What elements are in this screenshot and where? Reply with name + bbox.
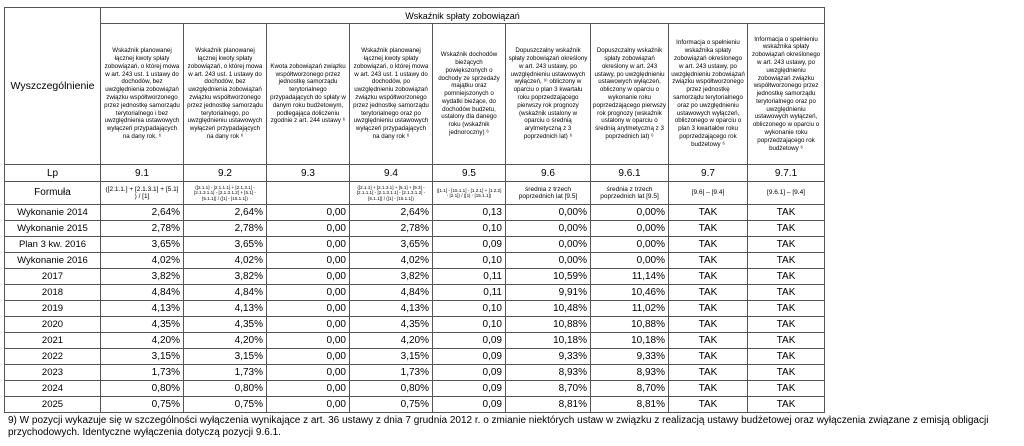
row-label: Wykonanie 2014 xyxy=(5,205,101,221)
table-cell: 10,46% xyxy=(591,285,669,301)
row-label: 2020 xyxy=(5,317,101,333)
table-row xyxy=(5,221,825,237)
formula-cell: ([2.1.1.] + [2.1.3.1] + [5.1] ) / [1] xyxy=(101,182,184,205)
lp-row xyxy=(5,165,825,182)
column-description: Dopuszczalny wskaźnik spłaty zobowiązań określony w art. 243 ustawy, po uwzględnieniu ustawowych wyłączeń, obliczony w oparciu o wykonanie roku poprzedzającego pierwszy rok prognozy (wskaźnik ustalony w oparciu o średnią arytmetyczną z 3 poprzednich lat) ⁶ xyxy=(591,24,669,165)
table-cell: 4,02% xyxy=(101,253,184,269)
row-label: 2017 xyxy=(5,269,101,285)
table-cell: TAK xyxy=(669,269,748,285)
formula-cell: średnia z trzech poprzednich lat [9.5] xyxy=(591,182,669,205)
table-cell: 4,20% xyxy=(184,333,267,349)
table-row xyxy=(5,349,825,365)
table-cell: 0,09 xyxy=(433,237,506,253)
table-cell: 10,48% xyxy=(506,301,591,317)
table-cell: TAK xyxy=(748,237,825,253)
table-cell: 8,81% xyxy=(506,397,591,413)
table-cell: 1,73% xyxy=(184,365,267,381)
table-cell: 0,75% xyxy=(350,397,433,413)
lp-cell: 9.2 xyxy=(184,165,267,182)
table-cell: 8,93% xyxy=(506,365,591,381)
table-cell: 4,20% xyxy=(101,333,184,349)
row-label: Wykonanie 2016 xyxy=(5,253,101,269)
row-label: 2023 xyxy=(5,365,101,381)
table-cell: 3,15% xyxy=(350,349,433,365)
table-cell: TAK xyxy=(669,397,748,413)
table-cell: TAK xyxy=(669,317,748,333)
debt-ratio-table xyxy=(4,7,825,413)
table-cell: 0,00 xyxy=(267,285,350,301)
table-row xyxy=(5,301,825,317)
lp-cell: 9.1 xyxy=(101,165,184,182)
table-cell: 0,75% xyxy=(184,397,267,413)
table-cell: TAK xyxy=(748,285,825,301)
column-description: Informacja o spełnieniu wskaźnika spłaty zobowiązań określonego w art. 243 ustawy, po uwzględnieniu zobowiązań związku współtworzonego przez jednostkę samorządu terytorialnego oraz po uwzględnieniu ustawowych wyłączeń, obliczonego w oparciu o wykonanie roku poprzedzającego rok budżetowy ⁶ xyxy=(748,24,825,165)
column-description: Dopuszczalny wskaźnik spłaty zobowiązań określony w art. 243 ustawy, po uwzględnieniu ustawowych wyłączeń, ⁹⁾ obliczony w oparciu o plan 3 kwartału roku poprzedzającego pierwszy rok prognozy (wskaźnik ustalony w oparciu o średnią arytmetyczną z 3 poprzednich lat) ⁶ xyxy=(506,24,591,165)
table-cell: 8,70% xyxy=(591,381,669,397)
table-cell: 0,00 xyxy=(267,205,350,221)
table-cell: 0,00% xyxy=(591,237,669,253)
table-cell: TAK xyxy=(669,205,748,221)
table-cell: 0,75% xyxy=(101,397,184,413)
table-cell: 2,78% xyxy=(350,221,433,237)
table-cell: 0,11 xyxy=(433,269,506,285)
table-cell: 2,64% xyxy=(101,205,184,221)
table-cell: TAK xyxy=(748,365,825,381)
table-cell: 0,09 xyxy=(433,349,506,365)
table-cell: 3,82% xyxy=(101,269,184,285)
table-cell: 8,93% xyxy=(591,365,669,381)
table-cell: 8,70% xyxy=(506,381,591,397)
formula-row xyxy=(5,182,825,205)
table-cell: 0,80% xyxy=(350,381,433,397)
table-cell: 8,81% xyxy=(591,397,669,413)
table-cell: 0,10 xyxy=(433,221,506,237)
table-cell: 0,13 xyxy=(433,205,506,221)
formula-cell xyxy=(267,182,350,205)
table-cell: TAK xyxy=(748,205,825,221)
table-cell: TAK xyxy=(748,381,825,397)
table-cell: 0,80% xyxy=(101,381,184,397)
table-cell: 4,84% xyxy=(184,285,267,301)
table-cell: 3,65% xyxy=(101,237,184,253)
row-label: 2025 xyxy=(5,397,101,413)
formula-cell: [9.6.1] – [9.4] xyxy=(748,182,825,205)
column-description: Wskaźnik planowanej łącznej kwoty spłaty zobowiązań, o której mowa w art. 243 ust. 1 ustawy do dochodów, po uwzględnieniu zobowiązań związku współtworzonego przez jednostkę samorządu terytorialnego oraz po uwzględnieniu ustawowych wyłączeń przypadających na dany rok ⁶ xyxy=(350,24,433,165)
table-cell: 0,00 xyxy=(267,365,350,381)
table-cell: TAK xyxy=(669,333,748,349)
table-cell: TAK xyxy=(748,349,825,365)
formula-cell: ([2.1.1] - [2.1.1.1] + [2.1.3.1] - [2.1.3.1.1] - [2.1.3.1.2] + [5.1] - [5.1.1]) / ([1] - [15.1.1]) xyxy=(184,182,267,205)
table-cell: 3,15% xyxy=(101,349,184,365)
table-cell: 4,13% xyxy=(184,301,267,317)
table-cell: 0,00% xyxy=(506,237,591,253)
column-description: Wskaźnik dochodów bieżących powiększonych o dochody ze sprzedaży majątku oraz pomniejszonych o wydatki bieżące, do dochodów budżetu, ustalony dla danego roku (wskaźnik jednoroczny) ⁶ xyxy=(433,24,506,165)
table-cell: 0,00% xyxy=(591,205,669,221)
table-cell: TAK xyxy=(748,317,825,333)
table-cell: 1,73% xyxy=(350,365,433,381)
formula-cell: [9.6] – [9.4] xyxy=(669,182,748,205)
table-cell: 3,65% xyxy=(350,237,433,253)
table-cell: 0,00 xyxy=(267,397,350,413)
table-cell: 3,65% xyxy=(184,237,267,253)
table-row xyxy=(5,237,825,253)
table-cell: 0,10 xyxy=(433,301,506,317)
table-row xyxy=(5,317,825,333)
lp-cell: 9.6.1 xyxy=(591,165,669,182)
row-label: 2024 xyxy=(5,381,101,397)
table-cell: 4,35% xyxy=(184,317,267,333)
table-cell: 0,11 xyxy=(433,285,506,301)
column-description: Wskaźnik planowanej łącznej kwoty spłaty zobowiązań, o której mowa w art. 243 ust. 1 ustawy do dochodów, bez uwzględnienia zobowiązań związku współtworzonego przez jednostkę samorządu terytorialnego i bez uwzględnienia ustawowych wyłączeń przypadających na dany rok. ⁶ xyxy=(101,24,184,165)
formula-cell: średnia z trzech poprzednich lat [9.5] xyxy=(506,182,591,205)
table-cell: 0,00% xyxy=(591,221,669,237)
table-cell: 4,13% xyxy=(101,301,184,317)
table-cell: 3,82% xyxy=(350,269,433,285)
table-cell: 2,64% xyxy=(350,205,433,221)
table-row xyxy=(5,333,825,349)
table-cell: 9,33% xyxy=(591,349,669,365)
table-cell: 0,00 xyxy=(267,253,350,269)
table-cell: 4,02% xyxy=(350,253,433,269)
table-cell: 4,84% xyxy=(101,285,184,301)
table-row xyxy=(5,397,825,413)
lp-cell: 9.7 xyxy=(669,165,748,182)
table-cell: 4,20% xyxy=(350,333,433,349)
table-cell: 11,14% xyxy=(591,269,669,285)
table-cell: TAK xyxy=(669,381,748,397)
formula-cell: ([1.1] - [15.1.1] - [1.2.1] + [1.2.2] - [2.1]) / ([1] - [15.1.1]) xyxy=(433,182,506,205)
table-cell: 10,18% xyxy=(506,333,591,349)
table-cell: 0,00% xyxy=(506,221,591,237)
table-cell: 4,35% xyxy=(350,317,433,333)
table-cell: 0,00 xyxy=(267,269,350,285)
table-cell: 2,64% xyxy=(184,205,267,221)
table-row xyxy=(5,253,825,269)
table-cell: 0,00 xyxy=(267,349,350,365)
table-cell: 0,00 xyxy=(267,317,350,333)
table-cell: 11,02% xyxy=(591,301,669,317)
table-cell: 3,15% xyxy=(184,349,267,365)
table-row xyxy=(5,205,825,221)
table-row xyxy=(5,365,825,381)
table-cell: 2,78% xyxy=(184,221,267,237)
table-cell: TAK xyxy=(669,349,748,365)
table-cell: 10,88% xyxy=(506,317,591,333)
table-cell: 0,00 xyxy=(267,221,350,237)
table-cell: TAK xyxy=(748,269,825,285)
table-cell: 4,13% xyxy=(350,301,433,317)
table-cell: 0,09 xyxy=(433,365,506,381)
table-cell: 0,00% xyxy=(591,253,669,269)
table-cell: TAK xyxy=(669,365,748,381)
table-cell: TAK xyxy=(748,221,825,237)
table-cell: 0,00% xyxy=(506,253,591,269)
table-cell: 3,82% xyxy=(184,269,267,285)
table-cell: 10,88% xyxy=(591,317,669,333)
lp-cell: 9.7.1 xyxy=(748,165,825,182)
table-row xyxy=(5,269,825,285)
table-cell: TAK xyxy=(669,253,748,269)
table-cell: TAK xyxy=(748,301,825,317)
formula-cell: ([2.1.1] + [2.1.3.1] + [5.1] + [9.3] - [2.1.1.1] - [2.1.3.1.1] - [2.1.3.1.2] - [5.1.1]) / ([1] - [15.1.1]) xyxy=(350,182,433,205)
table-cell: 0,00 xyxy=(267,381,350,397)
table-cell: TAK xyxy=(669,301,748,317)
lp-label: Lp xyxy=(5,165,101,182)
row-label: 2022 xyxy=(5,349,101,365)
table-cell: 2,78% xyxy=(101,221,184,237)
table-cell: 10,59% xyxy=(506,269,591,285)
table-row xyxy=(5,285,825,301)
table-cell: 0,10 xyxy=(433,317,506,333)
table-cell: TAK xyxy=(669,285,748,301)
table-cell: TAK xyxy=(669,221,748,237)
formula-label: Formuła xyxy=(5,182,101,205)
row-label: 2019 xyxy=(5,301,101,317)
table-cell: 0,00 xyxy=(267,301,350,317)
lp-cell: 9.3 xyxy=(267,165,350,182)
table-cell: 9,91% xyxy=(506,285,591,301)
header-wyszczegolnienie: Wyszczególnienie xyxy=(5,8,101,165)
row-label: Wykonanie 2015 xyxy=(5,221,101,237)
table-cell: 0,00 xyxy=(267,237,350,253)
table-cell: TAK xyxy=(669,237,748,253)
row-label: 2021 xyxy=(5,333,101,349)
lp-cell: 9.4 xyxy=(350,165,433,182)
table-cell: TAK xyxy=(748,397,825,413)
lp-cell: 9.5 xyxy=(433,165,506,182)
footnote: 9) W pozycji wykazuje się w szczególności wyłączenia wynikające z art. 36 ustawy z dnia 7 grudnia 2012 r. o zmianie niektórych ustaw w związku z realizacją ustawy budżetowej oraz wyłączenia związane z emisją obligacji przychodowych. Identyczne wyłączenia dotyczą pozycji 9.6.1. xyxy=(8,415,989,438)
table-cell: 0,09 xyxy=(433,381,506,397)
row-label: Plan 3 kw. 2016 xyxy=(5,237,101,253)
table-cell: TAK xyxy=(748,253,825,269)
table-cell: 0,00 xyxy=(267,333,350,349)
table-cell: TAK xyxy=(748,333,825,349)
table-cell: 4,84% xyxy=(350,285,433,301)
table-cell: 10,18% xyxy=(591,333,669,349)
column-description: Kwota zobowiązań związku współtworzonego przez jednostkę samorządu terytorialnego przypadających do spłaty w danym roku budżetowym, podlegająca doliczeniu zgodnie z art. 244 ustawy ⁶ xyxy=(267,24,350,165)
table-body xyxy=(5,205,825,413)
table-cell: 0,80% xyxy=(184,381,267,397)
table-cell: 4,02% xyxy=(184,253,267,269)
table-row xyxy=(5,381,825,397)
lp-cell: 9.6 xyxy=(506,165,591,182)
row-label: 2018 xyxy=(5,285,101,301)
table-cell: 9,33% xyxy=(506,349,591,365)
column-description: Informacja o spełnieniu wskaźnika spłaty zobowiązań określonego w art. 243 ustawy, po uwzględnieniu zobowiązań związku współtworzonego przez jednostkę samorządu terytorialnego oraz po uwzględnieniu ustawowych wyłączeń, obliczonego w oparciu o plan 3 kwartałów roku poprzedzającego rok budżetowy ⁶ xyxy=(669,24,748,165)
table-cell: 0,00% xyxy=(506,205,591,221)
table-cell: 1,73% xyxy=(101,365,184,381)
column-description: Wskaźnik planowanej łącznej kwoty spłaty zobowiązań, o której mowa w art. 243 ust. 1 ustawy do dochodów, bez uwzględnienia zobowiązań związku współtworzonego przez jednostkę samorządu terytorialnego, po uwzględnieniu ustawowych wyłączeń przypadających na dany rok ⁶ xyxy=(184,24,267,165)
table-cell: 0,09 xyxy=(433,333,506,349)
group-header: Wskaźnik spłaty zobowiązań xyxy=(101,8,825,24)
table-cell: 0,09 xyxy=(433,397,506,413)
table-cell: 4,35% xyxy=(101,317,184,333)
table-cell: 0,10 xyxy=(433,253,506,269)
